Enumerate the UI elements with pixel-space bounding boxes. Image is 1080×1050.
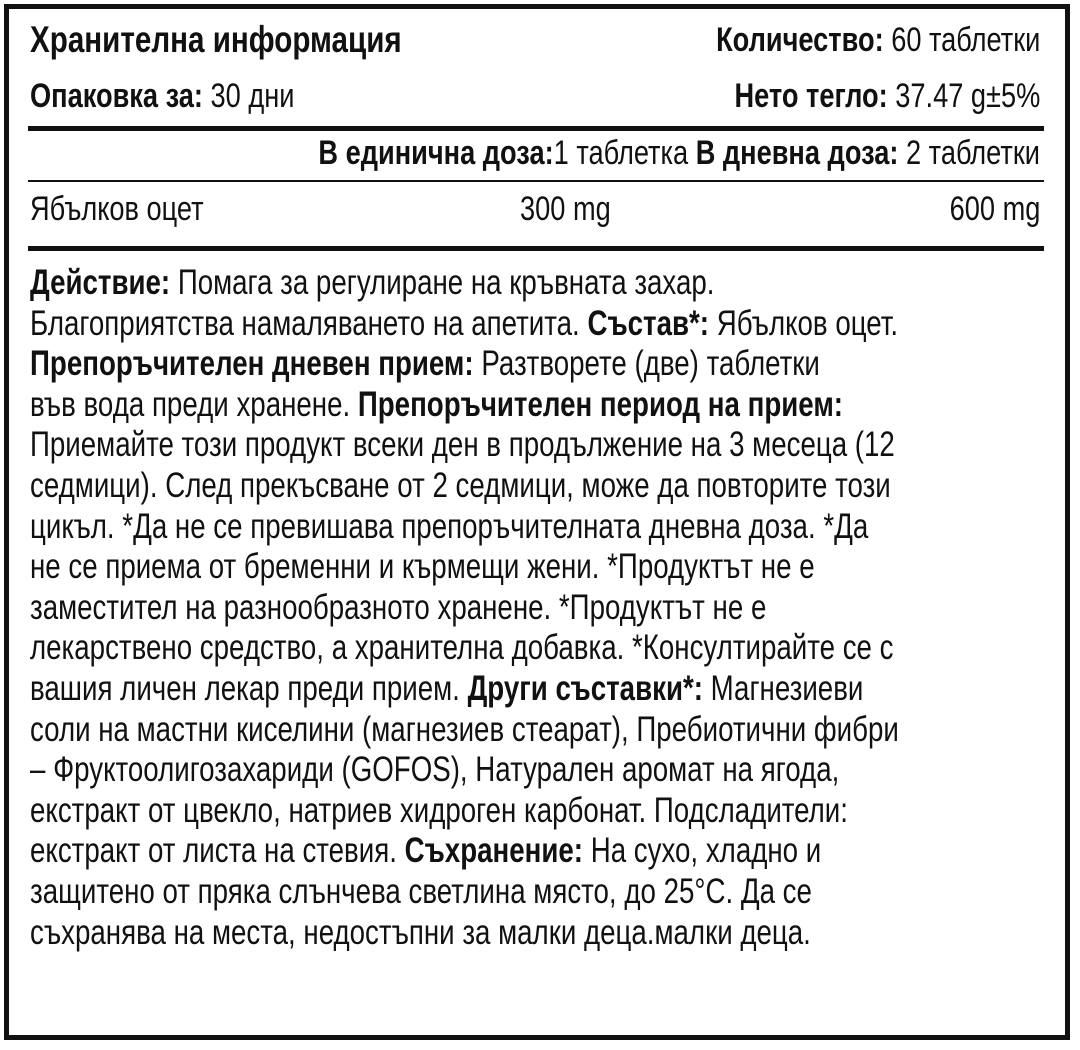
package-value: 30 дни: [210, 77, 295, 115]
body-text: Благоприятства намаляването на апетита.: [30, 302, 588, 343]
daily-dose-value: 2 таблетки: [906, 134, 1040, 172]
description-line: [30, 506, 1052, 547]
description-line: [30, 343, 1052, 384]
description-line: [30, 912, 1052, 953]
quantity-label: Количество:: [715, 21, 884, 59]
description-line: [30, 262, 1052, 303]
description-line: [30, 587, 1052, 628]
description-text: [30, 262, 1052, 952]
daily-dose-label: В дневна доза:: [695, 134, 899, 172]
section-heading: Съхранение:: [404, 830, 584, 871]
body-text: седмици). След прекъсване от 2 седмици, може да повторите този: [30, 464, 891, 505]
description-line: [30, 424, 1052, 465]
description-line: [30, 465, 1052, 506]
ingredient-daily-dose: 600 mg: [949, 190, 1040, 228]
ingredient-single-dose: 300 mg: [520, 190, 611, 228]
package-label: Опаковка за:: [30, 77, 203, 115]
description-line: [30, 546, 1052, 587]
body-text: вашия личен лекар преди прием.: [30, 667, 468, 708]
body-text: съхранява на места, недостъпни за малки деца.малки деца.: [30, 911, 811, 952]
single-dose-label: В единична доза:: [318, 134, 554, 172]
body-text: Помага за регулиране на кръвната захар.: [170, 262, 715, 302]
body-text: На сухо, хладно и: [583, 830, 822, 871]
ingredient-row: [30, 187, 1040, 231]
description-line: [30, 384, 1052, 425]
body-text: соли на мастни киселини (магнезиев стеарат), Пребиотични фибри: [30, 708, 899, 749]
description-line: [30, 668, 1052, 709]
net-weight-label: Нето тегло:: [734, 77, 888, 115]
body-text: защитено от пряка слънчева светлина място, до 25°C. Да се: [30, 870, 812, 911]
single-dose-value: 1 таблетка: [553, 134, 689, 172]
body-text: екстракт от листа на стевия.: [30, 830, 405, 871]
thick-divider-2: [28, 246, 1044, 251]
description-line: [30, 830, 1052, 871]
body-text: Разтворете (две) таблетки: [473, 343, 820, 384]
page-title: Хранителна информация: [30, 19, 402, 60]
body-text: Магнезиеви: [702, 667, 864, 708]
section-heading: Действие:: [30, 262, 171, 302]
quantity: [716, 18, 1040, 62]
dose-header-row: [30, 131, 1040, 175]
net-weight: [734, 74, 1040, 118]
header-row-2: [30, 74, 1040, 118]
package: [30, 74, 294, 118]
dose-header: [318, 131, 1040, 175]
section-heading: Препоръчителен дневен прием:: [30, 343, 474, 384]
section-heading: Други съставки*:: [467, 667, 703, 708]
body-text: цикъл. *Да не се превишава препоръчителната дневна доза. *Да: [30, 505, 869, 546]
body-text: Приемайте този продукт всеки ден в продължение на 3 месеца (12: [30, 424, 895, 465]
net-weight-value: 37.47 g±5%: [895, 77, 1040, 115]
body-text: заместител на разнообразното хранене. *Продуктът не е: [30, 586, 767, 627]
description-line: [30, 627, 1052, 668]
thin-divider: [28, 180, 1044, 182]
header-row-1: [30, 18, 1040, 62]
body-text: лекарствено средство, а хранителна добавка. *Консултирайте се с: [30, 627, 894, 668]
section-heading: Препоръчителен период на прием:: [357, 383, 844, 424]
description-line: [30, 709, 1052, 750]
description-line: [30, 749, 1052, 790]
description-line: [30, 303, 1052, 344]
ingredient-name: Ябълков оцет: [30, 190, 204, 228]
quantity-value: 60 таблетки: [890, 21, 1040, 59]
body-text: екстракт от цвекло, натриев хидроген карбонат. Подсладители:: [30, 789, 848, 830]
description-line: [30, 790, 1052, 831]
description-line: [30, 871, 1052, 912]
body-text: не се приема от бременни и кърмещи жени. *Продуктът не е: [30, 546, 815, 587]
body-text: – Фруктоолигозахариди (GOFOS), Натурален аромат на ягода,: [30, 749, 840, 790]
section-heading: Състав*:: [587, 302, 710, 343]
body-text: Ябълков оцет.: [709, 302, 899, 343]
body-text: във вода преди хранене.: [30, 383, 358, 424]
